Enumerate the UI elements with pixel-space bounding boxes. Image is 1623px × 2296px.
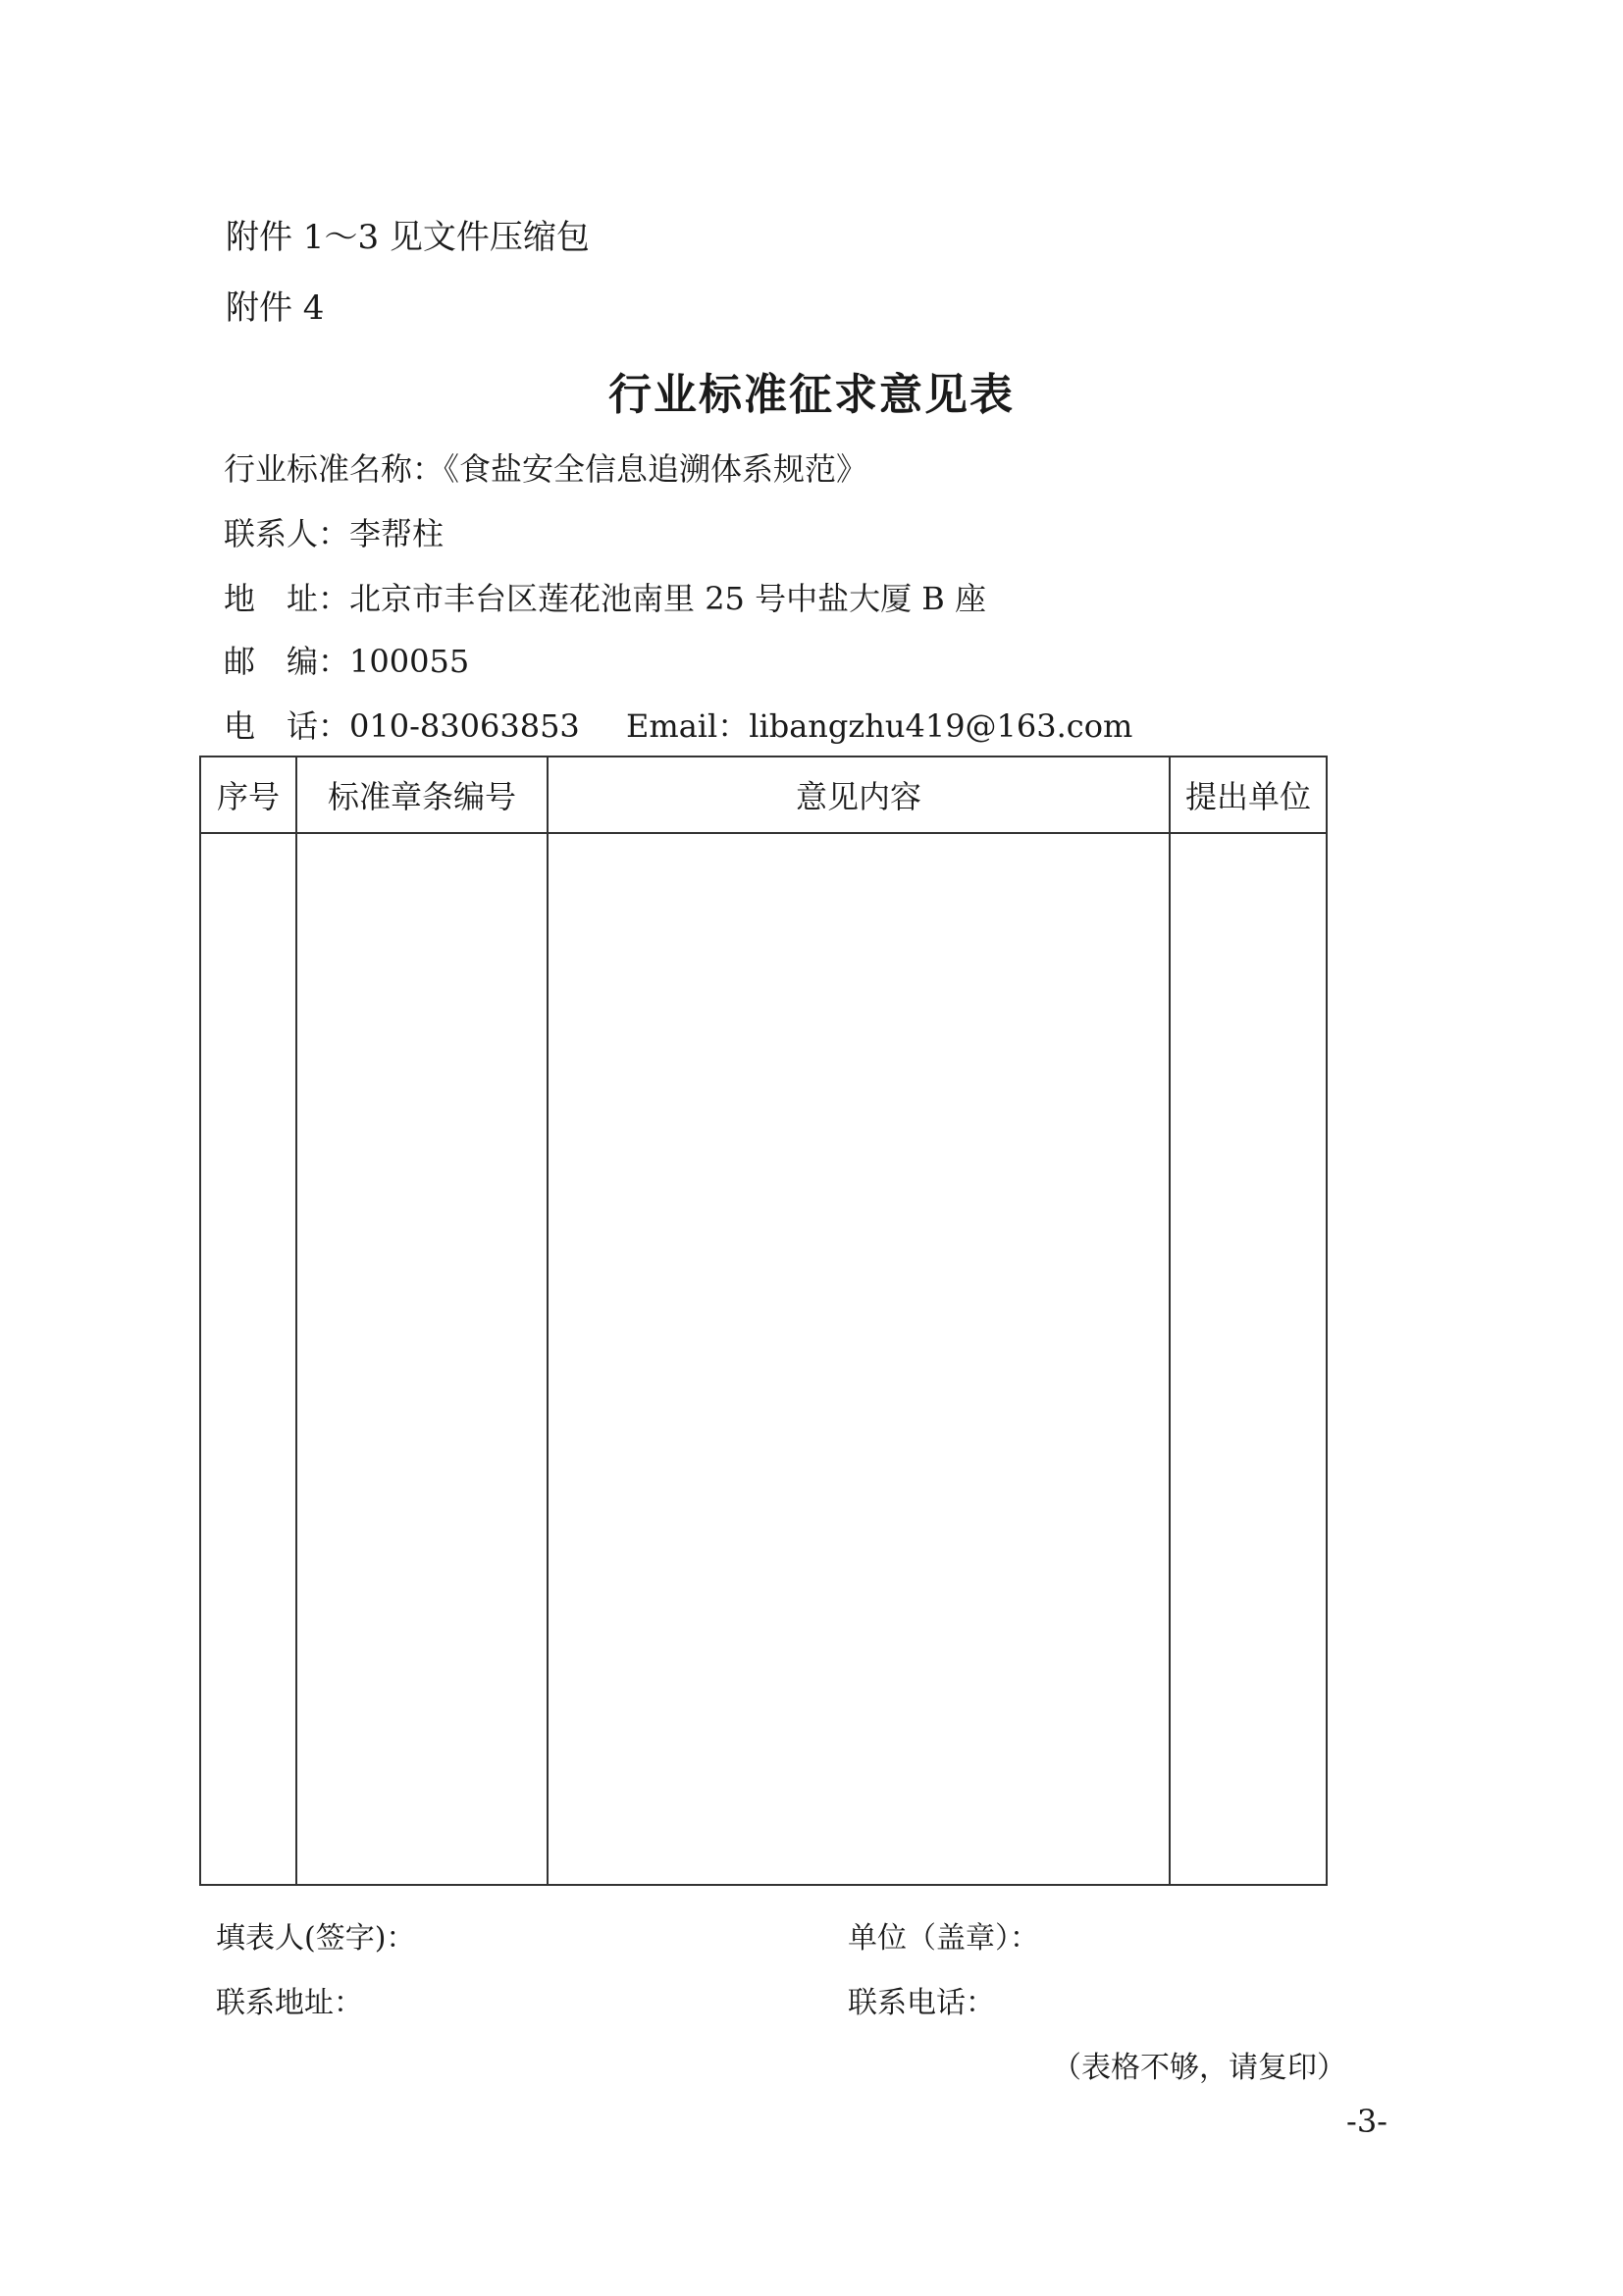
contact-label: 联系人： [224, 515, 350, 552]
table-row [200, 833, 1327, 1885]
standard-name-label: 行业标准名称： [224, 450, 445, 488]
cell-serial[interactable] [200, 833, 296, 1885]
contact-value: 李帮柱 [349, 515, 445, 552]
header-opinion-content: 意见内容 [548, 757, 1170, 833]
postcode-value: 100055 [349, 643, 470, 680]
contact-line [224, 514, 444, 553]
copy-note: （表格不够，请复印） [1052, 2051, 1346, 2085]
header-serial: 序号 [200, 757, 296, 833]
cell-opinion-content[interactable] [548, 833, 1170, 1885]
unit-stamp-label: 单位（盖章）： [848, 1921, 1039, 1956]
standard-name-line [224, 449, 867, 489]
standard-name-value: 《食盐安全信息追溯体系规范》 [444, 450, 868, 488]
address-line [224, 579, 986, 618]
postcode-line [224, 642, 469, 681]
email-label: Email： [626, 707, 750, 745]
signer-label: 填表人(签字)： [216, 1921, 416, 1956]
table-header-row [200, 757, 1327, 833]
email-value[interactable]: libangzhu419@163.com [749, 707, 1133, 745]
attachment-note-2: 附件 4 [226, 288, 325, 328]
address-label: 地 址： [224, 580, 350, 617]
email-block [626, 706, 1132, 746]
postcode-label: 邮 编： [224, 643, 350, 680]
attachment-note-1: 附件 1～3 见文件压缩包 [226, 218, 590, 257]
cell-clause-number[interactable] [296, 833, 548, 1885]
phone-line [224, 706, 1133, 746]
header-clause-number: 标准章条编号 [296, 757, 548, 833]
form-title: 行业标准征求意见表 [608, 370, 1015, 420]
phone-value: 010-83063853 [349, 707, 580, 745]
header-submitting-unit: 提出单位 [1170, 757, 1327, 833]
contact-address-label: 联系地址： [216, 1986, 363, 2020]
contact-phone-label: 联系电话： [848, 1986, 995, 2020]
page-number: -3- [1346, 2103, 1387, 2140]
address-value: 北京市丰台区莲花池南里 25 号中盐大厦 B 座 [349, 580, 986, 617]
cell-submitting-unit[interactable] [1170, 833, 1327, 1885]
phone-label: 电 话： [224, 707, 350, 745]
opinion-table [199, 756, 1328, 1886]
